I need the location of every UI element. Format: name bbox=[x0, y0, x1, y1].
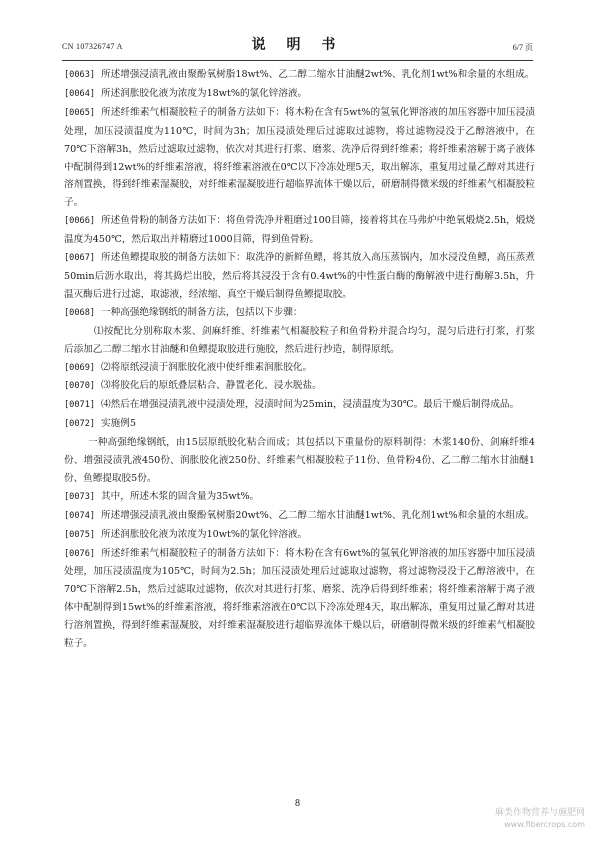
paragraph-number: [0064] bbox=[64, 88, 96, 99]
header-divider bbox=[62, 60, 533, 61]
paragraph bbox=[64, 526, 535, 545]
paragraph-text: 所述纤维素气相凝胶粒子的制备方法如下：将木粉在含有5wt%的氢氧化钾溶液的加压容器中加压浸渍处理，加压浸渍温度为110℃，时间为3h；加压浸渍处理后过滤取过滤物，将过滤物浸没于乙醇溶液中，在70℃下溶解3h，然后过滤取过滤物，依次对其进行打浆、磨浆、洗净后得到纤维素；将纤维素溶解于离子液体中配制得到12wt%的纤维素溶液，将纤维素溶液在0℃以下冷冻处理5天，取出解冻，重复用过量乙醇对其进行溶剂置换，得到纤维素湿凝胶，对纤维素湿凝胶进行超临界流体干燥以后，研磨制得微米级的纤维素气相凝胶粒子。 bbox=[64, 106, 535, 209]
paragraph-text: ⑵将原纸浸渍于润胀胶化液中使纤维素润胀胶化。 bbox=[101, 361, 313, 373]
paragraph-number: [0067] bbox=[64, 253, 96, 264]
paragraph-text: 所述润胀胶化液为浓度为18wt%的氯化锌溶液。 bbox=[101, 87, 308, 99]
paragraph-number: [0063] bbox=[64, 70, 96, 80]
document-title: 说 明 书 bbox=[251, 37, 344, 53]
paragraph-text: 所述增强浸渍乳液由聚酚氧树脂20wt%、乙二醇二缩水甘油醚1wt%、乳化剂1wt%和余量的水组成。 bbox=[101, 509, 535, 521]
paragraph bbox=[64, 212, 535, 249]
paragraph bbox=[64, 396, 535, 415]
paragraph-number: [0072] bbox=[64, 419, 96, 430]
paragraph bbox=[64, 104, 535, 212]
paragraph bbox=[64, 488, 535, 507]
paragraph-number: [0068] bbox=[64, 307, 96, 318]
paragraph-number: [0069] bbox=[64, 362, 96, 373]
paragraph-number: [0065] bbox=[64, 107, 96, 118]
paragraph-text: 所述鱼鳔提取胶的制备方法如下：取洗净的新鲜鱼鳔，将其放入高压蒸锅内，加水浸没鱼鳔，高压蒸煮50min后沥水取出，将其捣烂出胶，然后将其浸没于含有0.4wt%的中性蛋白酶的酶解液中进行酶解3.5h，升温灭酶后进行过滤，取滤液，经浓缩、真空干燥后制得鱼鳔提取胶。 bbox=[64, 252, 535, 300]
paragraph bbox=[64, 434, 535, 488]
paragraph-text: ⑴按配比分别称取木浆、剑麻纤维、纤维素气相凝胶粒子和鱼骨粉并混合均匀，混匀后进行打浆，打浆后添加乙二醇二缩水甘油醚和鱼鳔提取胶进行施胶，然后进行抄造，制得原纸。 bbox=[64, 325, 535, 355]
paragraph bbox=[64, 507, 535, 526]
paragraph bbox=[64, 249, 535, 304]
paragraph-text: 实施例5 bbox=[101, 418, 136, 430]
paragraph bbox=[64, 85, 535, 104]
paragraph bbox=[64, 359, 535, 378]
paragraph-text: 其中，所述木浆的固含量为35wt%。 bbox=[101, 490, 260, 502]
paragraph-text: ⑷然后在增强浸渍乳液中浸渍处理，浸渍时间为25min，浸渍温度为30℃。最后干燥后制得成品。 bbox=[101, 399, 520, 411]
paragraph-text: 所述纤维素气相凝胶粒子的制备方法如下：将木粉在含有6wt%的氢氧化钾溶液的加压容器中加压浸渍处理，加压浸渍温度为105℃，时间为2.5h；加压浸渍处理后过滤取过滤物，将过滤物浸没于乙醇溶液中，在70℃下溶解2.5h，然后过滤取过滤物，依次对其进行打浆、磨浆、洗净后得到纤维素；将纤维素溶解于离子液体中配制得到15wt%的纤维素溶液，将纤维素溶液在0℃以下冷冻处理4天，取出解冻，重复用过量乙醇对其进行溶剂置换，得到纤维素湿凝胶，对纤维素湿凝胶进行超临界流体干燥以后，研磨制得微米级的纤维素气相凝胶粒子。 bbox=[64, 547, 535, 650]
paragraph-text: 所述鱼骨粉的制备方法如下：将鱼骨洗净并粗磨过100目筛，接着将其在马弗炉中绝氧煅烧2.5h，煅烧温度为450℃，然后取出并精磨过1000目筛，得到鱼骨粉。 bbox=[64, 215, 535, 246]
watermark-site-name: 麻类作物营养与施肥网 bbox=[494, 808, 585, 818]
paragraph-number: [0073] bbox=[64, 491, 96, 502]
paragraph-number: [0076] bbox=[64, 548, 96, 559]
site-watermark bbox=[465, 808, 585, 830]
paragraph-number: [0075] bbox=[64, 529, 96, 540]
paragraph-number: [0074] bbox=[64, 510, 96, 521]
paragraph bbox=[64, 545, 535, 653]
paragraph-text: 一种高强绝缘钢纸的制备方法，包括以下步骤： bbox=[101, 306, 303, 318]
paragraph bbox=[64, 377, 535, 396]
paragraph bbox=[64, 66, 535, 85]
publication-number: CN 107326747 A bbox=[62, 42, 123, 51]
paragraph bbox=[64, 415, 535, 434]
watermark-url: www.fibercrops.com bbox=[504, 820, 585, 829]
paragraph-number: [0070] bbox=[64, 381, 96, 392]
paragraph bbox=[64, 304, 535, 323]
paragraph-text: 所述增强浸渍乳液由聚酚氧树脂18wt%、乙二醇二缩水甘油醚2wt%、乳化剂1wt%和余量的水组成。 bbox=[101, 69, 535, 80]
paragraph-text: 所述润胀胶化液为浓度为10wt%的氯化锌溶液。 bbox=[101, 528, 308, 540]
paragraph-text: ⑶将胶化后的原纸叠层粘合、静置老化、浸水脱盐。 bbox=[101, 380, 322, 392]
paragraph-number: [0066] bbox=[64, 216, 96, 227]
paragraph-text: 一种高强绝缘钢纸，由15层原纸胶化粘合而成；其包括以下重量份的原料制得：木浆140份、剑麻纤维4份、增强浸渍乳液450份、润胀胶化液250份、纤维素气相凝胶粒子11份、鱼骨粉4份、乙二醇二缩水甘油醚1份、鱼鳔提取胶5份。 bbox=[64, 437, 535, 484]
page-header bbox=[62, 34, 533, 58]
paragraph-number: [0071] bbox=[64, 400, 96, 411]
page-number: 8 bbox=[295, 798, 300, 809]
paragraph bbox=[64, 323, 535, 359]
page-indicator: 6/7 页 bbox=[512, 43, 533, 52]
document-body bbox=[64, 66, 535, 653]
